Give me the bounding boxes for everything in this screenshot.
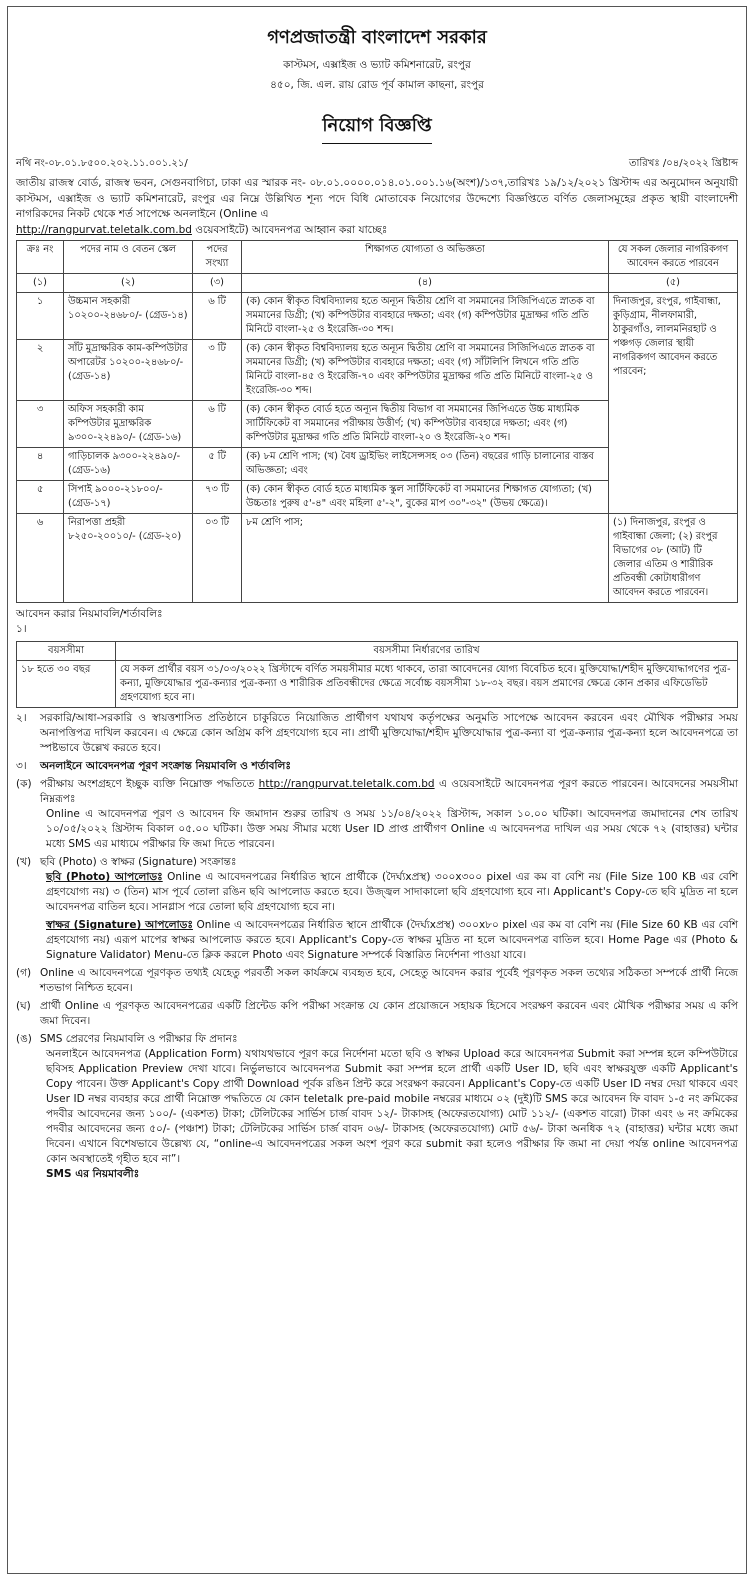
age-header: বয়সসীমা	[17, 642, 116, 661]
col-num: (১)	[17, 274, 64, 293]
photo-text: Online এ আবেদনপত্রের নির্ধারিত স্থানে প্রার্থীকে (দৈর্ঘ্যxপ্রস্থ) ৩০০x৩০০ pixel এর কম বা বেশি নয় (File Size 100 KB এর বেশি গ্রহণযোগ্য নয়) ৩ (তিন) মাস পূর্বে তোলা রঙিন ছবি আপলোড করতে হবে। উজ্জ্বল সাদাকালো ছবি গ্রহণযোগ্য হবে না। Applicant's Copy-তে ছবি মুদ্রিত না হলে আবেদনপত্র বাতিল হবে। সানগ্লাস পরে তোলা ছবি গ্রহণযোগ্য হবে না।	[46, 871, 738, 913]
sms-rules-heading: SMS এর নিয়মাবলীঃ	[46, 1168, 140, 1180]
serial-cell: ৬	[17, 514, 64, 603]
qualification-cell: (ক) কোন স্বীকৃত বিশ্ববিদ্যালয় হতে অন্যূন দ্বিতীয় শ্রেণি বা সমমানের সিজিপিএতে স্নাতক বা সমমানের ডিগ্রী; (খ) কম্পিউটার ব্যবহারে দক্ষতা; এবং (গ) সাঁটলিপি লিখনে গতি প্রতি মিনিটে বাংলা-৪৫ ও ইংরেজি-৭০ এবং কম্পিউটার মুদ্রাক্ষর গতি প্রতি মিনিটে বাংলা-২৫ ও ইংরেজি-৩০ শব্দ।	[242, 340, 609, 401]
district-cell: (১) দিনাজপুর, রংপুর ও গাইবান্ধা জেলা; (২) রংপুর বিভাগের ০৮ (আট) টি জেলার এতিম ও শারীরিক প্রতিবন্ধী কোটাধারীগণ আবেদন করতে পারবেন।	[609, 514, 738, 603]
col-count: পদের সংখ্যা	[193, 241, 242, 274]
intro-text: জাতীয় রাজস্ব বোর্ড, রাজস্ব ভবন, সেগুনবাগিচা, ঢাকা এর স্মারক নং- ০৮.০১.০০০০.০১৪.০১.০০১.১৬(অংশ)/১৩৭,তারিখঃ ১৯/১২/২০২১ খ্রিস্টাব্দ এর অনুমোদন অনুযায়ী কাস্টমস, এক্সাইজ ও ভ্যাট কমিশনারেট, রংপুর এর নিম্নে উল্লিখিত শূন্য পদে বিধি মোতাবেক নিয়োগের উদ্দেশ্যে বিজ্ঞপ্তিতে বর্ণিত জেলাসমূহের প্রকৃত স্থায়ী বাংলাদেশী নাগরিকদের নিকট থেকে শর্ত সাপেক্ষে অনলাইনে (Online এ	[16, 177, 738, 220]
col-num: (৪)	[242, 274, 609, 293]
table-row	[17, 514, 738, 603]
rule-number: (খ)	[16, 856, 32, 868]
age-range-cell: ১৮ হতে ৩০ বছর	[17, 661, 116, 708]
qualification-cell: (ক) কোন স্বীকৃত বোর্ড হতে মাধ্যমিক স্কুল সার্টিফিকেট বা সমমানের শিক্ষাগত যোগ্যতা; (খ) উচ্চতাঃ পুরুষ ৫'-৪" এবং মহিলা ৫'-২", বুকের মাপ ৩০"-৩২" (উভয় ক্ষেত্রে)।	[242, 481, 609, 514]
post-cell: নিরাপত্তা প্রহরী ৮২৫০-২০০১০/- (গ্রেড-২০)	[64, 514, 193, 603]
rules-heading: আবেদন করার নিয়মাবলি/শর্তাবলিঃ	[16, 608, 163, 620]
rule-2	[16, 711, 738, 756]
website-link[interactable]: http://rangpurvat.teletalk.com.bd	[16, 223, 192, 236]
signature-label: স্বাক্ষর (Signature) আপলোডঃ	[46, 919, 193, 931]
rule-text: ছবি (Photo) ও স্বাক্ষর (Signature) সংক্রান্তঃ	[40, 856, 237, 868]
website-link[interactable]: http://rangpurvat.teletalk.com.bd	[258, 778, 435, 790]
district-cell: দিনাজপুর, রংপুর, গাইবান্ধা, কুড়িগ্রাম, নীলফামারী, ঠাকুরগাঁও, লালমনিরহাট ও পঞ্চগড় জেলার স্থায়ী নাগরিকগণ আবেদন করতে পারবেন;	[609, 293, 738, 514]
col-district: যে সকল জেলার নাগরিকগণ আবেদন করতে পারবেন	[609, 241, 738, 274]
signature-rule	[16, 918, 738, 963]
rule-number: (ঘ)	[16, 1000, 31, 1012]
rule-text: Online এ আবেদনপত্রে পূরণকৃত তথ্যই যেহেতু পরবর্তী সকল কার্যক্রমে ব্যবহৃত হবে, সেহেতু আবেদন করার পূর্বেই পূরণকৃত সকল তথ্যের সঠিকতা সম্পর্কে প্রার্থী নিজে শতভাগ নিশ্চিত হবেন।	[40, 967, 738, 994]
rule-text-part: পরীক্ষায় অংশগ্রহণে ইচ্ছুক ব্যক্তি নিম্নোক্ত পদ্ধতিতে	[40, 778, 259, 790]
post-cell: সাঁট মুদ্রাক্ষরিক কাম-কম্পিউটার অপারেটর ১০২০০-২৪৬৮০/- (গ্রেড-১৪)	[64, 340, 193, 401]
office-address: ৪৫০, জি. এল. রায় রোড পূর্ব কামাল কাছনা, রংপুর	[270, 79, 484, 91]
notice-date: তারিখঃ /০৪/২০২২ খ্রিষ্টাব্দ	[629, 158, 738, 169]
table-header-row	[17, 241, 738, 274]
col-num: (৫)	[609, 274, 738, 293]
age-limit-table	[16, 641, 738, 708]
col-num: (৩)	[193, 274, 242, 293]
count-cell: ৩ টি	[193, 340, 242, 401]
rule-ga	[16, 966, 738, 996]
rule-ka	[16, 777, 738, 807]
rule-text: সরকারি/আধা-সরকারি ও স্বায়ত্তশাসিত প্রতিষ্ঠানে চাকুরিতে নিয়োজিত প্রার্থীগণ যথাযথ কর্তৃপক্ষের অনুমতি সাপেক্ষে আবেদন করবেন এবং মৌখিক পরীক্ষার সময় অনাপত্তিপত্র দাখিল করবেন। এ ক্ষেত্রে কোন অগ্রিম কপি গ্রহণযোগ্য হবে না। প্রার্থী মুক্তিযোদ্ধা/শহীদ মুক্তিযোদ্ধার পুত্র-কন্যা বা পুত্র-কন্যার পুত্র-কন্যা হলে আবেদনপত্রে তা স্পষ্টভাবে উল্লেখ করতে হবে।	[40, 712, 738, 754]
rule-text	[40, 777, 738, 807]
col-qualification: শিক্ষাগত যোগ্যতা ও অভিজ্ঞতা	[242, 241, 609, 274]
memo-number: নথি নং-০৮.০১.৮৫০০.২০২.১১.০০১.২১/	[16, 158, 188, 169]
rule-number: ১।	[16, 623, 27, 635]
rule-gha	[16, 999, 738, 1029]
rule-number: (গ)	[16, 967, 32, 979]
post-cell: অফিস সহকারী কাম কম্পিউটার মুদ্রাক্ষরিক ৯৩০০-২২৪৯০/- (গ্রেড-১৬)	[64, 401, 193, 448]
photo-label: ছবি (Photo) আপলোডঃ	[46, 871, 163, 883]
rule-number: ২।	[16, 712, 27, 724]
serial-cell: ৩	[17, 401, 64, 448]
application-schedule: Online এ আবেদনপত্র পূরণ ও আবেদন ফি জমাদান শুরুর তারিখ ও সময় ১১/০৪/২০২২ খ্রিস্টাব্দ, সকাল ১০.০০ ঘটিকা। আবেদনপত্র জমাদানের শেষ তারিখ ১০/০৫/২০২২ খ্রিস্টাব্দ বিকাল ০৫.০০ ঘটিকা। উক্ত সময় সীমার মধ্যে User ID প্রাপ্ত প্রার্থীগণ Online এ আবেদনপত্র দাখিল এর সময় থেকে ৭২ (বাহাত্তর) ঘন্টার মধ্যে SMS এর মাধ্যমে পরীক্ষার ফি জমা দিতে পারবেন।	[46, 808, 738, 850]
serial-cell: ২	[17, 340, 64, 401]
intro-paragraph	[16, 176, 738, 238]
govt-name: গণপ্রজাতন্ত্রী বাংলাদেশ সরকার	[267, 27, 487, 48]
col-num: (২)	[64, 274, 193, 293]
post-cell: সিপাই ৯০০০-২১৮০০/- (গ্রেড-১৭)	[64, 481, 193, 514]
notice-title: নিয়োগ বিজ্ঞপ্তি	[322, 111, 431, 144]
post-cell: গাড়িচালক ৯৩০০-২২৪৯০/- (গ্রেড-১৬)	[64, 448, 193, 481]
rule-3	[16, 759, 738, 774]
table-number-row	[17, 274, 738, 293]
vacancy-table	[16, 240, 738, 603]
count-cell: ৬ টি	[193, 293, 242, 340]
age-date-header: বয়সসীমা নির্ধারণের তারিখ	[116, 642, 738, 661]
post-cell: উচ্চমান সহকারী ১০২০০-২৪৬৮০/- (গ্রেড-১৪)	[64, 293, 193, 340]
qualification-cell: (ক) কোন স্বীকৃত বিশ্ববিদ্যালয় হতে অন্যূন দ্বিতীয় শ্রেণি বা সমমানের সিজিপিএতে স্নাতক বা সমমানের ডিগ্রী; (খ) কম্পিউটার ব্যবহারে দক্ষতা; এবং (গ) কম্পিউটার মুদ্রাক্ষর গতি প্রতি মিনিটে বাংলা-২৫ ও ইংরেজি-৩০ শব্দ।	[242, 293, 609, 340]
signature-text: Online এ আবেদনপত্রের নির্ধারিত স্থানে প্রার্থীকে (দৈর্ঘ্যxপ্রস্থ) ৩০০x৮০ pixel এর কম বা বেশি নয় (File Size 60 KB এর বেশি গ্রহণযোগ্য নয়) এরূপ মাপের স্বাক্ষর আপলোড করতে হবে। Applicant's Copy-তে স্বাক্ষর মুদ্রিত না হলে আবেদনপত্র বাতিল হবে। Home Page এর (Photo & Signature Validator) Menu-তে ক্লিক করলে Photo এবং Signature সম্পর্কে বিস্তারিত নির্দেশনা পাওয়া যাবে।	[46, 919, 738, 961]
sms-fee-rules: অনলাইনে আবেদনপত্র (Application Form) যথাযথভাবে পূরণ করে নির্দেশনা মতো ছবি ও স্বাক্ষর Upload করে আবেদনপত্র Submit করা সম্পন্ন হলে কম্পিউটারে ছবিসহ Application Preview দেখা যাবে। নির্ভুলভাবে আবেদনপত্র Submit করা সম্পন্ন হলে প্রার্থী একটি User ID, ছবি এবং স্বাক্ষরযুক্ত একটি Applicant's Copy পাবেন। উক্ত Applicant's Copy প্রার্থী Download পূর্বক রঙিন প্রিন্ট করে সংরক্ষণ করবেন। Applicant's Copy-তে একটি User ID নম্বর দেয়া থাকবে এবং User ID নম্বর ব্যবহার করে প্রার্থী নিম্নোক্ত পদ্ধতিতে যে কোন teletalk pre-paid mobile নম্বরের মাধ্যমে ০২ (দুই)টি SMS করে আবেদন ফি বাবদ ১-৫ নং ক্রমিকের পদবীর আবেদনের জন্য ১০০/- (একশত) টাকা; টেলিটকের সার্ভিস চার্জ বাবদ ১২/- টাকাসহ (অফেরতযোগ্য) মোট ১১২/- (একশত বারো) টাকা এবং ৬ নং ক্রমিকের পদবীর আবেদনের জন্য ৫০/- (পঞ্চাশ) টাকা; টেলিটকের সার্ভিস চার্জ বাবদ ০৬/- টাকাসহ (অফেরতযোগ্য) মোট ৫৬/- টাকা অনধিক ৭২ (বাহাত্তর) ঘন্টার মধ্যে জমা দিবেন। এখানে বিশেষভাবে উল্লেখ্য যে, “online-এ আবেদনপত্রের সকল অংশ পূরণ করে submit করা হলেও পরীক্ষার ফি জমা না দেয়া পর্যন্ত online আবেদনপত্র কোন অবস্থাতেই গৃহীত হবে না”।	[46, 1048, 738, 1165]
rule-number: ৩।	[16, 760, 27, 772]
rule-text: অনলাইনে আবেদনপত্র পূরণ সংক্রান্ত নিয়মাবলি ও শর্তাবলিঃ	[40, 760, 291, 772]
table-row	[17, 642, 738, 661]
rule-text-part: এ ওয়েবসাইটে আবেদনপত্র পূরণ করতে পারবেন। আবেদনের সময়সীমা নিম্নরূপঃ	[40, 778, 738, 805]
rule-text: প্রার্থী Online এ পূরণকৃত আবেদনপত্রের একটি প্রিন্টেড কপি পরীক্ষা সংক্রান্ত যে কোন প্রয়োজনে সহায়ক হিসেবে সংরক্ষণ করবেন এবং মৌখিক পরীক্ষার সময় এ কপি জমা দিবেন।	[40, 1000, 738, 1027]
count-cell: ৬ টি	[193, 401, 242, 448]
col-serial: ক্রঃ নং	[17, 241, 64, 274]
qualification-cell: (ক) ৮ম শ্রেণি পাস; (খ) বৈধ ড্রাইভিং লাইসেন্সসহ ০৩ (তিন) বছরের গাড়ি চালানোর বাস্তব অভিজ্ঞতা; এবং	[242, 448, 609, 481]
age-rule-cell: যে সকল প্রার্থীর বয়স ৩১/০৩/২০২২ খ্রিস্টাব্দে বর্ণিত সময়সীমার মধ্যে থাকবে, তারা আবেদনের যোগ্য বিবেচিত হবে। মুক্তিযোদ্ধা/শহীদ মুক্তিযোদ্ধাগণের পুত্র-কন্যা, মুক্তিযোদ্ধার পুত্র-কন্যার পুত্র-কন্যা ও শারীরিক প্রতিবন্ধীদের ক্ষেত্রে সর্বোচ্চ বয়সসীমা ১৮-৩২ বছর। বয়স প্রমাণের ক্ষেত্রে কোন প্রকার এফিডেভিট গ্রহণযোগ্য হবে না।	[116, 661, 738, 708]
office-name: কাস্টমস, এক্সাইজ ও ভ্যাট কমিশনারেট, রংপুর	[283, 59, 471, 71]
rule-number: (ক)	[16, 778, 32, 790]
table-row	[17, 293, 738, 340]
table-row	[17, 661, 738, 708]
notice-page	[7, 6, 747, 1574]
count-cell: ৭৩ টি	[193, 481, 242, 514]
rule-text: SMS প্রেরণের নিয়মাবলি ও পরীক্ষার ফি প্রদানঃ	[40, 1033, 238, 1045]
serial-cell: ৪	[17, 448, 64, 481]
reference-line	[16, 156, 738, 173]
rule-number: (ঙ)	[16, 1033, 32, 1045]
serial-cell: ১	[17, 293, 64, 340]
intro-tail: ওয়েবসাইটে) আবেদনপত্র আহ্বান করা যাচ্ছেঃ	[191, 223, 388, 236]
header	[16, 23, 738, 144]
qualification-cell: ৮ম শ্রেণি পাস;	[242, 514, 609, 603]
photo-rule	[16, 870, 738, 915]
rule-kha	[16, 855, 738, 870]
count-cell: ০৩ টি	[193, 514, 242, 603]
qualification-cell: (ক) কোন স্বীকৃত বোর্ড হতে অন্যূন দ্বিতীয় বিভাগ বা সমমানের জিপিএতে উচ্চ মাধ্যমিক সার্টিফিকেট বা সমমানের পরীক্ষায় উত্তীর্ণ; (খ) কম্পিউটার ব্যবহারে দক্ষতা; এবং (গ) কম্পিউটার মুদ্রাক্ষর গতি প্রতি মিনিটে বাংলা-২০ ও ইংরেজি-২০ শব্দ।	[242, 401, 609, 448]
rule-uo	[16, 1032, 738, 1047]
col-post: পদের নাম ও বেতন স্কেল	[64, 241, 193, 274]
serial-cell: ৫	[17, 481, 64, 514]
count-cell: ৫ টি	[193, 448, 242, 481]
